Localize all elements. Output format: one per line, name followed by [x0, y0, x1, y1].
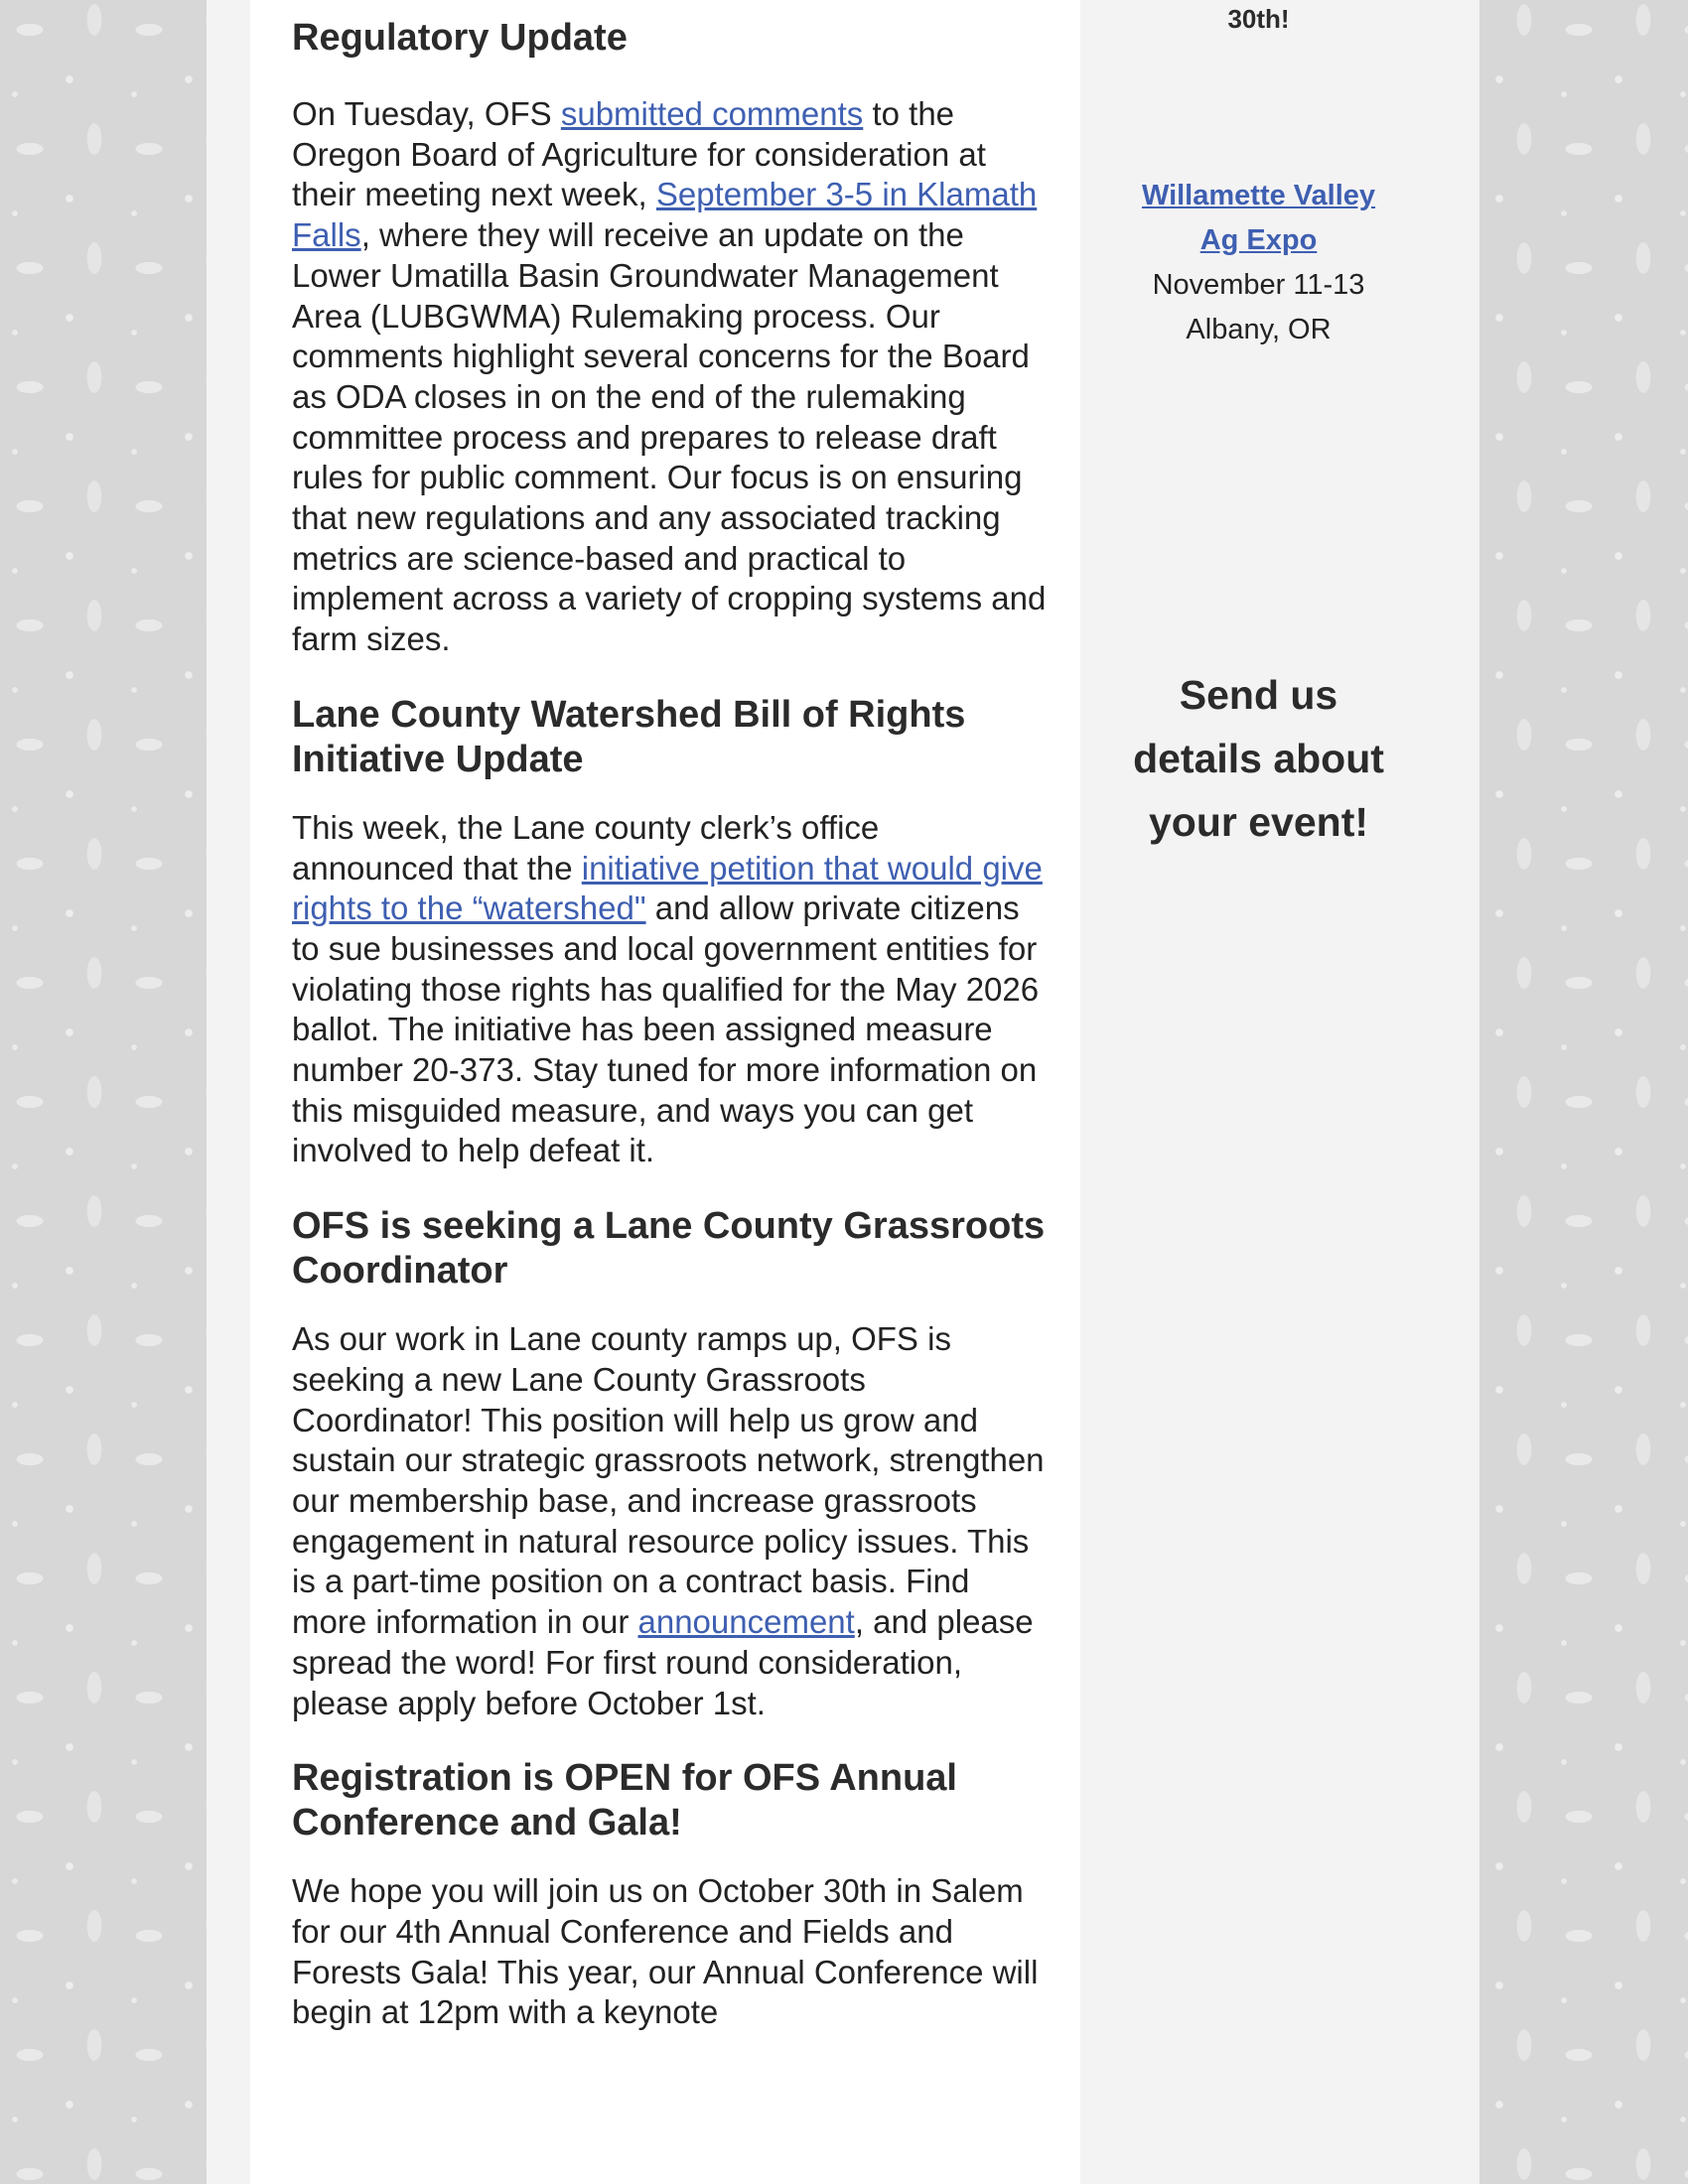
paragraph-text: , and please spread the word! For first round consideration, please apply before October 1st.	[292, 1603, 1034, 1721]
paragraph-text: and allow private citizens to sue businesses and local government entities for violating those rights has qualified for the May 2026 ballot. The initiative has been assigned measure number 20-373. Stay tuned for more information on this misguided measure, and ways you can get involved to help defeat it.	[292, 889, 1040, 1169]
paragraph-text: This week, the Lane county clerk’s office announced that the	[292, 808, 880, 887]
cta-line: your event!	[1149, 799, 1368, 845]
paragraph-text: to the Oregon Board of Agriculture for consideration at their meeting next week,	[292, 95, 986, 213]
event-title-link-line2[interactable]: Ag Expo	[1199, 224, 1318, 256]
paragraph-annual-conference	[292, 1871, 1047, 2033]
paragraph-watershed-initiative	[292, 808, 1047, 1171]
event-location: Albany, OR	[1186, 314, 1332, 345]
cta-line: details about	[1133, 736, 1384, 781]
paragraph-text: , where they will receive an update on the Lower Umatilla Basin Groundwater Management Area (LUBGWMA) Rulemaking process. Our comments highlight several concerns for the Board as ODA closes in on the end of the rulemaking committee process and prepares to release draft rules for public comment. Our focus is on ensuring that new regulations and any associated tracking metrics are science-based and practical to implement across a variety of cropping systems and farm sizes.	[292, 216, 1047, 658]
paragraph-regulatory-update	[292, 94, 1047, 660]
main-content	[292, 16, 1047, 2066]
heading-grassroots-coordinator: OFS is seeking a Lane County Grassroots Coordinator	[292, 1205, 1046, 1293]
link-submitted-comments[interactable]: submitted comments	[560, 95, 864, 132]
event-title-link-line1[interactable]: Willamette Valley	[1141, 180, 1376, 211]
paragraph-text: On Tuesday, OFS	[292, 95, 561, 132]
sidebar-continued-text: 30th!	[1227, 4, 1290, 34]
cta-line: Send us	[1179, 672, 1338, 718]
link-board-meeting-dates[interactable]: September 3-5 in Klamath Falls	[292, 176, 1038, 254]
heading-watershed-initiative: Lane County Watershed Bill of Rights Initiative Update	[292, 693, 966, 780]
paragraph-text: As our work in Lane county ramps up, OFS is seeking a new Lane County Grassroots Coordinator! This position will help us grow and sustain our strategic grassroots network, strengthen our membership base, and increase grassroots engagement in natural resource policy issues. This is a part-time position on a contract basis. Find more information in our	[292, 1320, 1045, 1641]
paragraph-grassroots-coordinator	[292, 1319, 1047, 1723]
heading-annual-conference: Registration is OPEN for OFS Annual Conference and Gala!	[292, 1757, 957, 1844]
send-event-details-cta	[1122, 663, 1395, 854]
link-initiative-petition[interactable]: initiative petition that would give rights to the “watershed"	[292, 849, 1043, 927]
event-willamette-valley-ag-expo	[1122, 174, 1395, 352]
event-dates: November 11-13	[1152, 269, 1365, 301]
paragraph-text: We hope you will join us on October 30th in Salem for our 4th Annual Conference and Fields and Forests Gala! This year, our Annual Conference will begin at 12pm with a keynote	[292, 1872, 1039, 2031]
link-announcement[interactable]: announcement	[637, 1603, 855, 1641]
heading-regulatory-update: Regulatory Update	[292, 17, 628, 59]
